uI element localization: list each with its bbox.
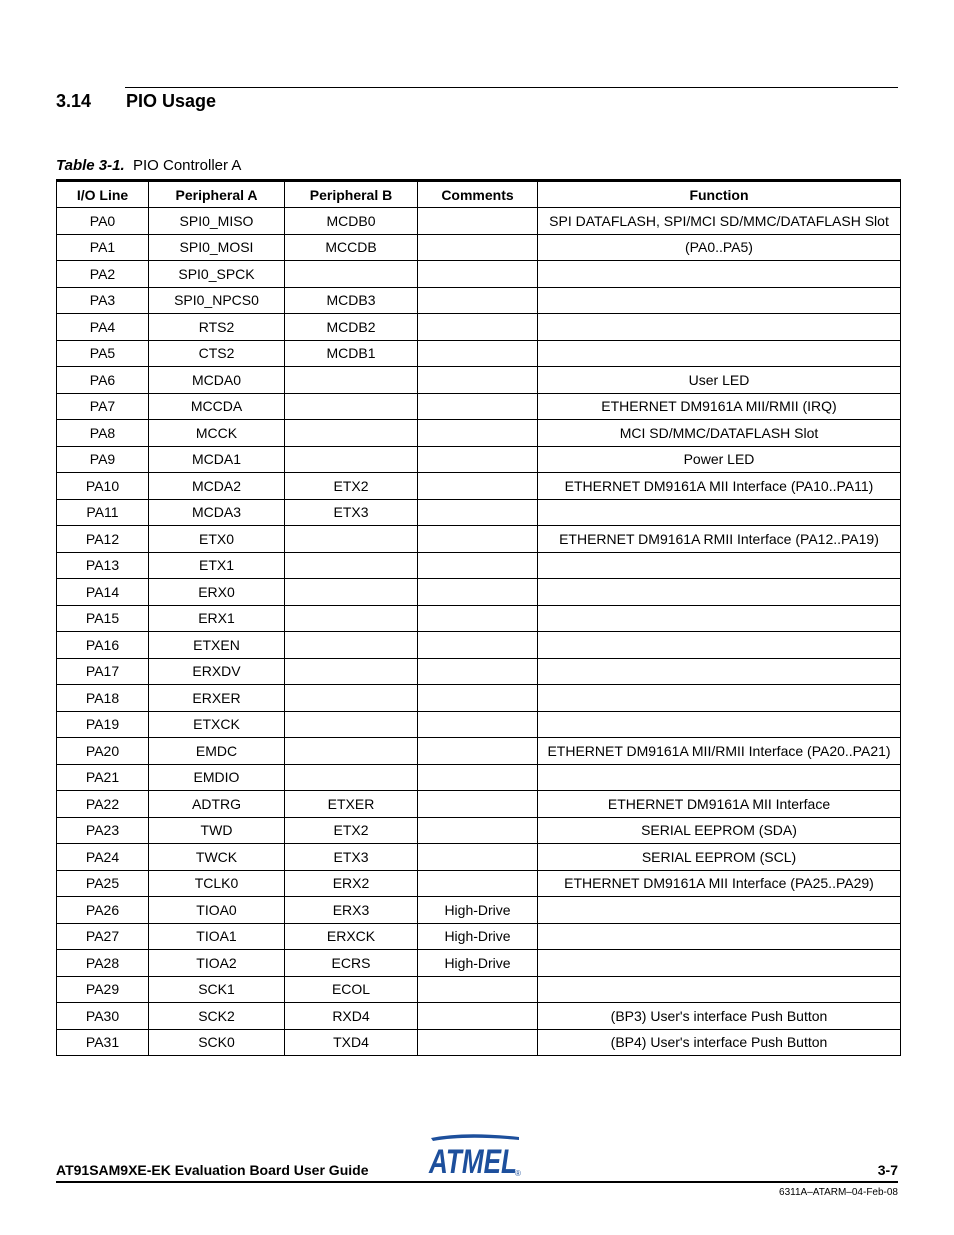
table-row <box>57 1029 901 1056</box>
io-line-cell: PA18 <box>57 685 149 712</box>
io-line-cell: PA19 <box>57 711 149 738</box>
table-row <box>57 844 901 871</box>
io-line-cell: PA16 <box>57 632 149 659</box>
peripheral-a-cell: EMDIO <box>149 764 285 791</box>
peripheral-a-cell: SPI0_MISO <box>149 208 285 235</box>
peripheral-a-cell: ETXEN <box>149 632 285 659</box>
function-cell <box>538 764 901 791</box>
peripheral-b-cell: ETX3 <box>285 844 418 871</box>
peripheral-a-cell: ERXER <box>149 685 285 712</box>
page-number: 3-7 <box>877 1162 898 1178</box>
function-cell <box>538 287 901 314</box>
function-cell: User LED <box>538 367 901 394</box>
comments-cell <box>418 738 538 765</box>
table-row <box>57 473 901 500</box>
peripheral-a-cell: SPI0_NPCS0 <box>149 287 285 314</box>
peripheral-b-cell: ERX2 <box>285 870 418 897</box>
footer-title: AT91SAM9XE-EK Evaluation Board User Guide <box>56 1162 369 1178</box>
table-row <box>57 605 901 632</box>
peripheral-a-cell: TIOA1 <box>149 923 285 950</box>
function-cell: ETHERNET DM9161A MII Interface (PA10..PA11) <box>538 473 901 500</box>
peripheral-a-cell: ERX0 <box>149 579 285 606</box>
peripheral-b-cell <box>285 552 418 579</box>
peripheral-a-cell: MCDA0 <box>149 367 285 394</box>
peripheral-b-cell: ECRS <box>285 950 418 977</box>
table-row <box>57 393 901 420</box>
function-cell <box>538 685 901 712</box>
function-cell: ETHERNET DM9161A MII/RMII (IRQ) <box>538 393 901 420</box>
peripheral-a-cell: ETX0 <box>149 526 285 553</box>
peripheral-a-cell: SPI0_MOSI <box>149 234 285 261</box>
table-row <box>57 579 901 606</box>
comments-cell <box>418 446 538 473</box>
peripheral-b-cell <box>285 526 418 553</box>
table-row <box>57 658 901 685</box>
table-caption-text: PIO Controller A <box>132 157 242 174</box>
comments-cell <box>418 791 538 818</box>
io-line-cell: PA4 <box>57 314 149 341</box>
comments-cell <box>418 420 538 447</box>
comments-cell <box>418 526 538 553</box>
peripheral-a-cell: SPI0_SPCK <box>149 261 285 288</box>
peripheral-b-cell: MCCDB <box>285 234 418 261</box>
peripheral-b-cell <box>285 261 418 288</box>
pio-table <box>56 179 901 1056</box>
peripheral-b-cell: ERXCK <box>285 923 418 950</box>
peripheral-b-cell <box>285 393 418 420</box>
table-row <box>57 420 901 447</box>
peripheral-a-cell: MCDA2 <box>149 473 285 500</box>
io-line-cell: PA7 <box>57 393 149 420</box>
peripheral-b-cell: ECOL <box>285 976 418 1003</box>
peripheral-a-cell: ERX1 <box>149 605 285 632</box>
comments-cell <box>418 870 538 897</box>
io-line-cell: PA28 <box>57 950 149 977</box>
table-row <box>57 764 901 791</box>
peripheral-a-cell: SCK2 <box>149 1003 285 1030</box>
function-cell <box>538 923 901 950</box>
peripheral-b-cell <box>285 632 418 659</box>
peripheral-b-cell: ETX2 <box>285 473 418 500</box>
io-line-cell: PA24 <box>57 844 149 871</box>
comments-cell <box>418 367 538 394</box>
table-row <box>57 897 901 924</box>
function-cell <box>538 261 901 288</box>
peripheral-b-cell: ETX3 <box>285 499 418 526</box>
io-line-cell: PA22 <box>57 791 149 818</box>
comments-cell <box>418 473 538 500</box>
function-cell: Power LED <box>538 446 901 473</box>
io-line-cell: PA29 <box>57 976 149 1003</box>
peripheral-a-cell: CTS2 <box>149 340 285 367</box>
peripheral-a-cell: SCK0 <box>149 1029 285 1056</box>
comments-cell <box>418 817 538 844</box>
section-number: 3.14 <box>56 91 92 111</box>
peripheral-b-cell <box>285 738 418 765</box>
function-cell: MCI SD/MMC/DATAFLASH Slot <box>538 420 901 447</box>
peripheral-b-cell: ETXER <box>285 791 418 818</box>
table-row <box>57 711 901 738</box>
comments-cell <box>418 552 538 579</box>
table-row <box>57 208 901 235</box>
comments-cell <box>418 1029 538 1056</box>
peripheral-a-cell: TWD <box>149 817 285 844</box>
header-function: Function <box>538 181 901 208</box>
peripheral-b-cell <box>285 446 418 473</box>
comments-cell <box>418 976 538 1003</box>
table-row <box>57 1003 901 1030</box>
comments-cell <box>418 499 538 526</box>
table-row <box>57 499 901 526</box>
function-cell: ETHERNET DM9161A MII Interface (PA25..PA29) <box>538 870 901 897</box>
comments-cell: High-Drive <box>418 897 538 924</box>
io-line-cell: PA3 <box>57 287 149 314</box>
peripheral-a-cell: TWCK <box>149 844 285 871</box>
function-cell: ETHERNET DM9161A MII/RMII Interface (PA20..PA21) <box>538 738 901 765</box>
peripheral-b-cell: MCDB0 <box>285 208 418 235</box>
atmel-logo <box>425 1132 522 1177</box>
io-line-cell: PA10 <box>57 473 149 500</box>
comments-cell <box>418 261 538 288</box>
table-caption-label: Table 3-1. <box>56 157 125 174</box>
function-cell <box>538 897 901 924</box>
table-row <box>57 950 901 977</box>
comments-cell <box>418 234 538 261</box>
peripheral-a-cell: EMDC <box>149 738 285 765</box>
comments-cell <box>418 208 538 235</box>
function-cell <box>538 605 901 632</box>
io-line-cell: PA30 <box>57 1003 149 1030</box>
io-line-cell: PA5 <box>57 340 149 367</box>
function-cell: SPI DATAFLASH, SPI/MCI SD/MMC/DATAFLASH Slot <box>538 208 901 235</box>
comments-cell <box>418 764 538 791</box>
peripheral-b-cell: RXD4 <box>285 1003 418 1030</box>
function-cell: (BP4) User's interface Push Button <box>538 1029 901 1056</box>
logo-wordmark: ATMEL <box>428 1143 517 1177</box>
io-line-cell: PA25 <box>57 870 149 897</box>
io-line-cell: PA20 <box>57 738 149 765</box>
io-line-cell: PA2 <box>57 261 149 288</box>
io-line-cell: PA23 <box>57 817 149 844</box>
function-cell <box>538 314 901 341</box>
io-line-cell: PA1 <box>57 234 149 261</box>
section-title: PIO Usage <box>126 91 217 111</box>
table-row <box>57 976 901 1003</box>
table-row <box>57 552 901 579</box>
io-line-cell: PA26 <box>57 897 149 924</box>
io-line-cell: PA6 <box>57 367 149 394</box>
peripheral-b-cell: ETX2 <box>285 817 418 844</box>
io-line-cell: PA15 <box>57 605 149 632</box>
peripheral-a-cell: ADTRG <box>149 791 285 818</box>
peripheral-a-cell: RTS2 <box>149 314 285 341</box>
comments-cell: High-Drive <box>418 950 538 977</box>
peripheral-a-cell: MCCDA <box>149 393 285 420</box>
logo-swoosh <box>431 1134 519 1141</box>
peripheral-a-cell: SCK1 <box>149 976 285 1003</box>
table-row <box>57 817 901 844</box>
function-cell <box>538 976 901 1003</box>
io-line-cell: PA21 <box>57 764 149 791</box>
comments-cell <box>418 287 538 314</box>
document-reference: 6311A–ATARM–04-Feb-08 <box>779 1187 898 1198</box>
peripheral-b-cell <box>285 579 418 606</box>
table-row <box>57 738 901 765</box>
table-row <box>57 526 901 553</box>
io-line-cell: PA0 <box>57 208 149 235</box>
table-caption <box>56 157 241 174</box>
peripheral-b-cell <box>285 711 418 738</box>
function-cell: SERIAL EEPROM (SCL) <box>538 844 901 871</box>
peripheral-a-cell: TIOA2 <box>149 950 285 977</box>
table-header-row <box>57 181 901 208</box>
peripheral-b-cell: MCDB2 <box>285 314 418 341</box>
io-line-cell: PA9 <box>57 446 149 473</box>
peripheral-b-cell <box>285 764 418 791</box>
peripheral-a-cell: ETXCK <box>149 711 285 738</box>
io-line-cell: PA12 <box>57 526 149 553</box>
io-line-cell: PA8 <box>57 420 149 447</box>
peripheral-a-cell: MCCK <box>149 420 285 447</box>
function-cell <box>538 711 901 738</box>
function-cell: SERIAL EEPROM (SDA) <box>538 817 901 844</box>
table-row <box>57 261 901 288</box>
peripheral-b-cell <box>285 605 418 632</box>
logo-registered-mark: ® <box>515 1169 521 1177</box>
function-cell <box>538 340 901 367</box>
comments-cell <box>418 340 538 367</box>
peripheral-b-cell <box>285 420 418 447</box>
function-cell <box>538 552 901 579</box>
comments-cell <box>418 844 538 871</box>
peripheral-b-cell: MCDB3 <box>285 287 418 314</box>
comments-cell <box>418 314 538 341</box>
table-row <box>57 870 901 897</box>
comments-cell <box>418 685 538 712</box>
function-cell <box>538 579 901 606</box>
table-row <box>57 446 901 473</box>
table-row <box>57 632 901 659</box>
table-row <box>57 314 901 341</box>
table-row <box>57 367 901 394</box>
peripheral-a-cell: MCDA3 <box>149 499 285 526</box>
peripheral-a-cell: TCLK0 <box>149 870 285 897</box>
peripheral-b-cell <box>285 658 418 685</box>
function-cell: ETHERNET DM9161A RMII Interface (PA12..PA19) <box>538 526 901 553</box>
header-io-line: I/O Line <box>57 181 149 208</box>
footer-rule <box>56 1181 898 1183</box>
header-peripheral-b: Peripheral B <box>285 181 418 208</box>
io-line-cell: PA11 <box>57 499 149 526</box>
comments-cell <box>418 711 538 738</box>
table-body <box>57 208 901 1056</box>
table-row <box>57 234 901 261</box>
function-cell <box>538 950 901 977</box>
comments-cell <box>418 605 538 632</box>
peripheral-b-cell <box>285 367 418 394</box>
header-comments: Comments <box>418 181 538 208</box>
peripheral-b-cell: ERX3 <box>285 897 418 924</box>
comments-cell <box>418 1003 538 1030</box>
io-line-cell: PA14 <box>57 579 149 606</box>
function-cell: (BP3) User's interface Push Button <box>538 1003 901 1030</box>
table-row <box>57 791 901 818</box>
io-line-cell: PA27 <box>57 923 149 950</box>
table-row <box>57 287 901 314</box>
peripheral-b-cell <box>285 685 418 712</box>
function-cell <box>538 499 901 526</box>
peripheral-a-cell: ETX1 <box>149 552 285 579</box>
table-row <box>57 685 901 712</box>
comments-cell <box>418 632 538 659</box>
function-cell <box>538 632 901 659</box>
header-rule <box>125 87 898 88</box>
comments-cell <box>418 579 538 606</box>
io-line-cell: PA13 <box>57 552 149 579</box>
table-row <box>57 923 901 950</box>
peripheral-a-cell: ERXDV <box>149 658 285 685</box>
io-line-cell: PA31 <box>57 1029 149 1056</box>
peripheral-b-cell: MCDB1 <box>285 340 418 367</box>
comments-cell <box>418 393 538 420</box>
function-cell: ETHERNET DM9161A MII Interface <box>538 791 901 818</box>
comments-cell: High-Drive <box>418 923 538 950</box>
table-row <box>57 340 901 367</box>
function-cell <box>538 658 901 685</box>
io-line-cell: PA17 <box>57 658 149 685</box>
section-heading <box>56 91 216 112</box>
peripheral-b-cell: TXD4 <box>285 1029 418 1056</box>
comments-cell <box>418 658 538 685</box>
peripheral-a-cell: MCDA1 <box>149 446 285 473</box>
header-peripheral-a: Peripheral A <box>149 181 285 208</box>
peripheral-a-cell: TIOA0 <box>149 897 285 924</box>
function-cell: (PA0..PA5) <box>538 234 901 261</box>
